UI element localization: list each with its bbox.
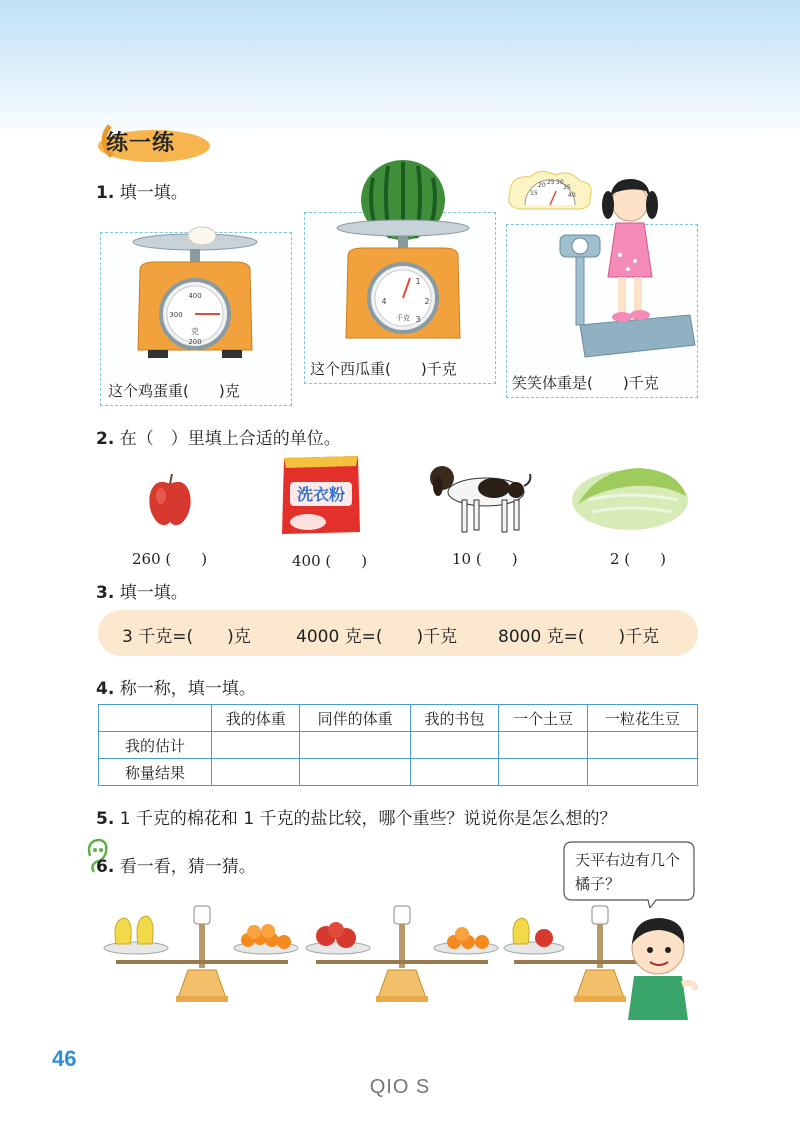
- q3-number: 3.: [96, 583, 115, 603]
- table-cell[interactable]: [300, 732, 410, 759]
- cabbage-icon: [568, 460, 692, 534]
- apple-icon: [145, 472, 195, 530]
- table-header-cell: 我的体重: [212, 705, 300, 732]
- dog-icon: [424, 462, 534, 536]
- balance-1: [104, 906, 298, 1002]
- table-header-cell: 我的书包: [410, 705, 498, 732]
- row-label-result: 称量结果: [99, 759, 212, 786]
- egg-scale-icon: [120, 222, 270, 362]
- page-number: 46: [52, 1046, 77, 1071]
- q5-heading: [96, 804, 617, 829]
- balances-illustration: [98, 900, 698, 1030]
- row-label-estimate: 我的估计: [99, 732, 212, 759]
- table-row: [99, 759, 698, 786]
- weighing-table: [98, 704, 698, 786]
- egg-dial-200: 200: [188, 338, 202, 346]
- q6-number: 6.: [96, 857, 115, 877]
- melon-dial-unit: 千克: [396, 314, 410, 322]
- table-header-cell: 一粒花生豆: [587, 705, 697, 732]
- person-dial-20: 20: [538, 182, 546, 189]
- conversion-1: 3 千克=( )克: [122, 627, 251, 647]
- q4-heading: [96, 674, 256, 699]
- person-scale-icon: [500, 165, 700, 365]
- q5-text: 1 千克的棉花和 1 千克的盐比较，哪个重些？说说你是怎么想的？: [119, 809, 617, 829]
- speech-bubble-text: 天平右边有几个橘子？: [575, 851, 681, 893]
- egg-dial-unit: 克: [191, 327, 199, 336]
- detergent-icon: [278, 452, 364, 538]
- person-dial-30: 30: [556, 179, 564, 186]
- table-header-cell: 一个土豆: [499, 705, 587, 732]
- q2-number: 2.: [96, 429, 115, 449]
- table-cell[interactable]: [300, 759, 410, 786]
- melon-dial-1: 1: [415, 277, 421, 286]
- table-cell[interactable]: [410, 732, 498, 759]
- egg-caption: 这个鸡蛋重( )克: [108, 382, 240, 400]
- q1-text: 填一填。: [119, 183, 188, 203]
- table-header-row: [99, 705, 698, 732]
- section-title: 练一练: [106, 131, 176, 156]
- detergent-label: 400 ( ): [292, 552, 368, 570]
- table-cell[interactable]: [212, 759, 300, 786]
- q6-heading: [96, 852, 256, 877]
- balance-2: [306, 906, 498, 1002]
- melon-dial-3: 3: [415, 315, 421, 324]
- egg-dial-300: 300: [169, 311, 183, 319]
- apple-label: 260 ( ): [132, 550, 208, 568]
- table-cell[interactable]: [499, 759, 587, 786]
- detergent-bag-text: 洗衣粉: [296, 485, 346, 504]
- q5-number: 5.: [96, 809, 115, 829]
- q4-text: 称一称，填一填。: [119, 679, 256, 699]
- table-header-cell: [99, 705, 212, 732]
- melon-scale-icon: [328, 158, 478, 358]
- melon-caption: 这个西瓜重( )千克: [310, 360, 457, 378]
- melon-dial-2: 2: [424, 297, 430, 306]
- q3-text: 填一填。: [119, 583, 188, 603]
- person-dial-25: 25: [547, 179, 555, 186]
- q3-heading: [96, 578, 188, 603]
- person-dial-15: 15: [530, 190, 538, 197]
- table-cell[interactable]: [587, 732, 697, 759]
- cabbage-label: 2 ( ): [610, 550, 667, 568]
- person-caption: 笑笑体重是( )千克: [512, 374, 659, 392]
- table-row: [99, 732, 698, 759]
- table-cell[interactable]: [212, 732, 300, 759]
- conversion-3: 8000 克=( )千克: [498, 627, 660, 647]
- table-cell[interactable]: [587, 759, 697, 786]
- dog-label: 10 ( ): [452, 550, 518, 568]
- melon-dial-4: 4: [381, 297, 387, 306]
- q2-heading: [96, 424, 341, 449]
- table-cell[interactable]: [499, 732, 587, 759]
- table-cell[interactable]: [410, 759, 498, 786]
- table-header-cell: 同伴的体重: [300, 705, 410, 732]
- boy-icon: [628, 918, 696, 1020]
- person-dial-35: 35: [563, 184, 571, 191]
- q6-text: 看一看，猜一猜。: [119, 857, 256, 877]
- conversion-2: 4000 克=( )千克: [296, 627, 458, 647]
- person-dial-40: 40: [568, 192, 576, 199]
- egg-dial-400: 400: [188, 292, 202, 300]
- q2-text: 在（ ）里填上合适的单位。: [119, 429, 341, 449]
- q1-heading: [96, 178, 188, 203]
- q4-number: 4.: [96, 679, 115, 699]
- footer-text: QIO S: [369, 1076, 431, 1098]
- q1-number: 1.: [96, 183, 115, 203]
